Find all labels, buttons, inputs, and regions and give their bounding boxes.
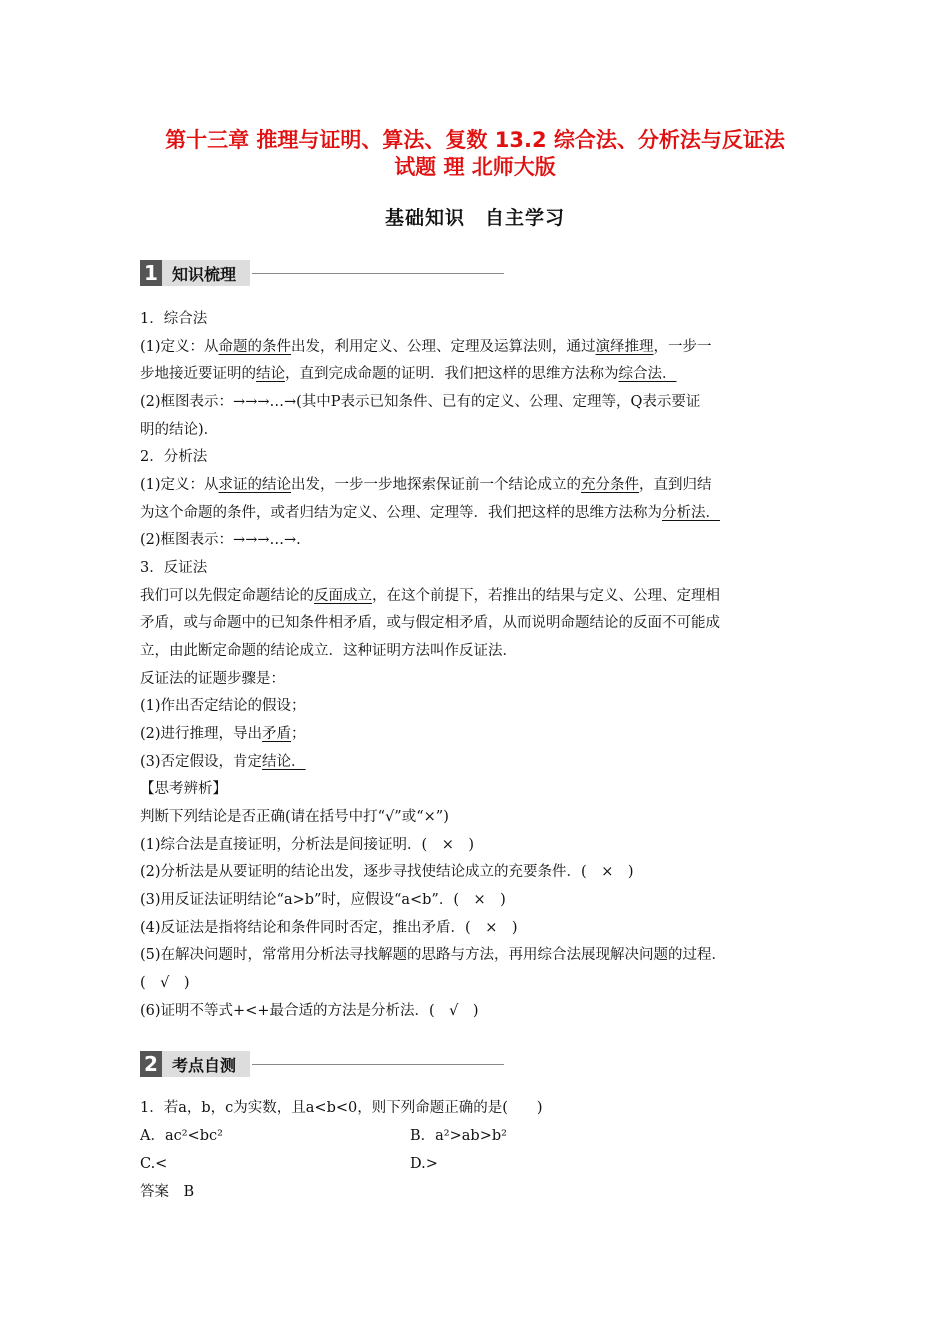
text-line: 为这个命题的条件，或者归结为定义、公理、定理等．我们把这样的思维方法称为分析法． (140, 505, 720, 521)
answer-line: 答案 B (140, 1184, 195, 1200)
text-line: (2)框图表示：→→→…→. (140, 532, 301, 548)
text-line: 我们可以先假定命题结论的反面成立，在这个前提下，若推出的结果与定义、公理、定理相 (140, 588, 720, 604)
text-line: (2)进行推理，导出矛盾； (140, 726, 306, 742)
section-label: 考点自测 (162, 1051, 250, 1077)
section-number-badge: 2 (140, 1051, 162, 1077)
text-line: (3)否定假设，肯定结论． (140, 754, 306, 770)
section-rule (252, 1064, 504, 1065)
option-a: A．ac²<bc² (140, 1128, 223, 1144)
option-c: C.< (140, 1156, 168, 1172)
section-number-badge: 1 (140, 260, 162, 286)
text-line: (1)作出否定结论的假设； (140, 698, 306, 714)
text-line: 步地接近要证明的结论，直到完成命题的证明．我们把这样的思维方法称为综合法． (140, 366, 677, 382)
text-line: 1．综合法 (140, 311, 208, 327)
text-line: (6)证明不等式+<+最合适的方法是分析法．( √ ) (140, 1003, 479, 1019)
text-line: (3)用反证法证明结论“a>b”时，应假设“a<b”．( × ) (140, 892, 506, 908)
option-d: D.> (410, 1156, 438, 1172)
text-line: 【思考辨析】 (140, 781, 227, 797)
text-line: ( √ ) (140, 975, 190, 991)
text-line: (4)反证法是指将结论和条件同时否定，推出矛盾．( × ) (140, 920, 518, 936)
text-line: (1)定义：从命题的条件出发，利用定义、公理、定理及运算法则，通过演绎推理，一步一 (140, 339, 712, 355)
text-line: (2)框图表示：→→→…→(其中P表示已知条件、已有的定义、公理、定理等，Q表示要证 (140, 394, 701, 410)
section-rule (252, 273, 504, 274)
text-line: 3．反证法 (140, 560, 208, 576)
question-stem: 1．若a，b，c为实数，且a<b<0，则下列命题正确的是( ) (140, 1100, 543, 1116)
text-line: (5)在解决问题时，常常用分析法寻找解题的思路与方法，再用综合法展现解决问题的过程． (140, 947, 727, 963)
section-header-self-test (140, 1051, 504, 1077)
text-line: 明的结论)． (140, 422, 219, 438)
text-line: (1)综合法是直接证明，分析法是间接证明．( × ) (140, 837, 475, 853)
section-subtitle: 基础知识 自主学习 (384, 207, 565, 229)
text-line: (2)分析法是从要证明的结论出发，逐步寻找使结论成立的充要条件．( × ) (140, 864, 634, 880)
text-line: 判断下列结论是否正确(请在括号中打“√”或“×”) (140, 809, 449, 825)
option-b: B．a²>ab>b² (410, 1128, 507, 1144)
text-line: 2．分析法 (140, 449, 208, 465)
section-label: 知识梳理 (162, 260, 250, 286)
text-line: 立，由此断定命题的结论成立．这种证明方法叫作反证法． (140, 643, 517, 659)
document-title: 第十三章 推理与证明、算法、复数 13.2 综合法、分析法与反证法 (165, 128, 785, 152)
section-header-knowledge (140, 260, 504, 286)
text-line: 反证法的证题步骤是： (140, 671, 285, 687)
text-line: 矛盾，或与命题中的已知条件相矛盾，或与假定相矛盾，从而说明命题结论的反面不可能成 (140, 615, 720, 631)
document-title-line2: 试题 理 北师大版 (394, 155, 556, 179)
text-line: (1)定义：从求证的结论出发，一步一步地探索保证前一个结论成立的充分条件，直到归结 (140, 477, 712, 493)
